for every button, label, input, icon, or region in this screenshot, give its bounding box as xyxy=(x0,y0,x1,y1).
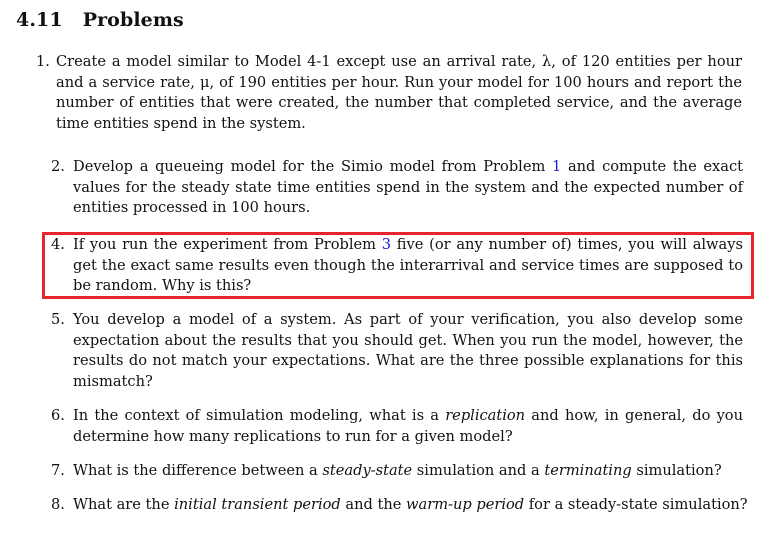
problem-line xyxy=(73,157,743,178)
problem-line: time entities spend in the system. xyxy=(56,114,306,132)
problem-8 xyxy=(51,495,751,516)
section-heading xyxy=(16,9,184,31)
text-segment: five (or any number of) times, you will always xyxy=(391,236,743,253)
text-segment: simulation and a xyxy=(412,462,545,479)
problem-line: values for the steady state time entities spend in the system and the expected number of xyxy=(73,178,743,196)
problem-text xyxy=(73,235,743,297)
problem-7 xyxy=(51,461,751,482)
problem-reference-link[interactable]: 3 xyxy=(381,236,392,253)
problem-number: 1. xyxy=(36,53,50,70)
problem-number: 5. xyxy=(51,311,65,328)
text-segment: In the context of simulation modeling, what is a xyxy=(73,407,446,424)
problem-number: 8. xyxy=(51,496,65,513)
problem-line xyxy=(73,495,751,516)
problem-text xyxy=(73,406,743,447)
text-segment: If you run the experiment from Problem xyxy=(73,236,382,253)
problem-line: You develop a model of a system. As part of your verification, you also develop some xyxy=(73,311,743,328)
problem-line: mismatch? xyxy=(73,372,153,390)
problem-line: results do not match your expectations. What are the three possible explanations for this xyxy=(73,352,743,369)
section-number: 4.11 xyxy=(16,9,63,31)
text-segment: What are the xyxy=(73,496,175,513)
problem-number: 2. xyxy=(51,158,65,175)
problem-text xyxy=(73,310,743,392)
problem-line: be random. Why is this? xyxy=(73,277,252,294)
problem-line: determine how many replications to run for a given model? xyxy=(73,427,513,445)
problem-text xyxy=(73,495,751,516)
text-segment: and the xyxy=(340,496,407,513)
problem-line: expectation about the results that you should get. When you run the model, however, the xyxy=(73,331,743,349)
section-title: Problems xyxy=(82,9,184,31)
text-segment: What is the difference between a xyxy=(73,462,323,479)
problem-4 xyxy=(51,235,743,297)
problem-line: and a service rate, μ, of 190 entities per hour. Run your model for 100 hours and report the xyxy=(56,73,742,91)
problem-line: number of entities that were created, the number that completed service, and the average xyxy=(56,94,742,111)
emphasized-term: terminating xyxy=(544,462,632,479)
problem-text xyxy=(73,157,743,219)
problem-text xyxy=(73,461,751,482)
text-segment: simulation? xyxy=(631,462,722,479)
problem-reference-link[interactable]: 1 xyxy=(551,158,562,175)
problem-number: 4. xyxy=(51,236,65,253)
problem-line: entities processed in 100 hours. xyxy=(73,199,311,216)
problem-text xyxy=(56,52,742,134)
problem-line xyxy=(73,235,743,256)
text-segment: for a steady-state simulation? xyxy=(524,496,748,513)
text-segment: and how, in general, do you xyxy=(525,407,743,424)
problem-2 xyxy=(51,157,743,219)
problem-6 xyxy=(51,406,743,447)
problem-line: Create a model similar to Model 4-1 except use an arrival rate, λ, of 120 entities per hour xyxy=(56,53,742,70)
emphasized-term: steady-state xyxy=(322,462,413,479)
emphasized-term: initial transient period xyxy=(174,496,341,513)
problem-line xyxy=(73,461,751,482)
text-segment: and compute the exact xyxy=(561,158,743,175)
emphasized-term: replication xyxy=(445,407,526,424)
problem-line: get the exact same results even though the interarrival and service times are supposed to xyxy=(73,256,743,274)
emphasized-term: warm-up period xyxy=(406,496,525,513)
problem-line xyxy=(73,406,743,427)
problem-5 xyxy=(51,310,743,392)
problem-1 xyxy=(36,52,742,134)
text-segment: Develop a queueing model for the Simio model from Problem xyxy=(73,158,552,175)
problem-number: 7. xyxy=(51,462,65,479)
problem-number: 6. xyxy=(51,407,65,424)
